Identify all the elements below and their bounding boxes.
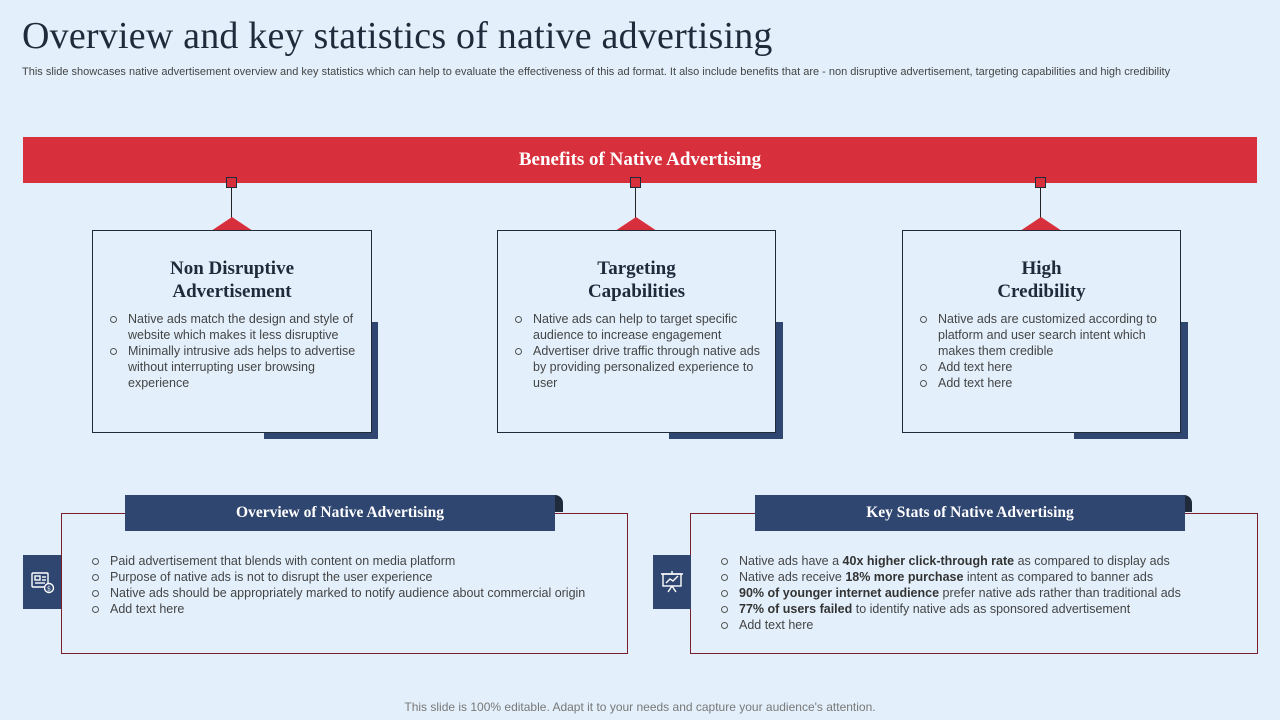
page-subtitle: This slide showcases native advertisement overview and key statistics which can help to evaluate the effectiveness of this ad format. It also include benefits that are - non disruptive advertisement, targeting capabilities and high credibility (22, 66, 1171, 78)
bullet-item: Purpose of native ads is not to disrupt the user experience (110, 569, 613, 585)
bullet-item: Minimally intrusive ads helps to advertise without interrupting user browsing experience (128, 344, 356, 390)
stat-item: Native ads receive 18% more purchase intent as compared to banner ads (739, 569, 1243, 585)
stats-heading: Key Stats of Native Advertising (755, 495, 1185, 531)
stats-bullets (691, 553, 1257, 633)
stat-item: 77% of users failed to identify native ads as sponsored advertisement (739, 601, 1243, 617)
card-bullets (498, 311, 775, 391)
bullet-item: Native ads match the design and style of website which makes it less disruptive (128, 311, 357, 343)
card-title-line: Capabilities (587, 281, 686, 302)
card-title (498, 257, 775, 303)
card-title-line: Advertisement (172, 281, 292, 302)
card-title-line: Credibility (997, 281, 1086, 302)
connector-1 (207, 183, 257, 231)
svg-text:$: $ (46, 584, 52, 593)
benefit-card-credibility (902, 230, 1181, 433)
bullet-item: Native ads should be appropriately marked to notify audience about commercial origin (110, 585, 613, 601)
card-title-line: Non Disruptive (169, 258, 295, 279)
card-title-line: High (1021, 258, 1062, 279)
billboard-dollar-icon (23, 555, 61, 609)
bullet-item: Native ads are customized according to platform and user search intent which makes them credible (938, 311, 1166, 359)
card-bullets (903, 311, 1180, 391)
bullet-item: Paid advertisement that blends with content on media platform (110, 553, 613, 569)
stat-item: 90% of younger internet audience prefer native ads rather than traditional ads (739, 585, 1243, 601)
stat-item: Add text here (739, 617, 1243, 633)
benefits-banner: Benefits of Native Advertising (23, 137, 1257, 183)
connector-3 (1016, 183, 1066, 231)
card-title (93, 257, 371, 303)
overview-heading: Overview of Native Advertising (125, 495, 555, 531)
bullet-item: Add text here (938, 375, 1166, 391)
stats-panel (690, 513, 1258, 654)
card-title-line: Targeting (597, 258, 676, 279)
connector-2 (611, 183, 661, 231)
presentation-chart-icon (653, 555, 691, 609)
page-title: Overview and key statistics of native advertising (22, 15, 773, 57)
bullet-item: Native ads can help to target specific audience to increase engagement (533, 311, 761, 343)
overview-panel (61, 513, 628, 654)
overview-bullets (62, 553, 627, 617)
bullet-item: Add text here (110, 601, 613, 617)
footer-note: This slide is 100% editable. Adapt it to your needs and capture your audience's attention. (404, 700, 876, 714)
benefit-card-non-disruptive (92, 230, 372, 433)
benefit-card-targeting (497, 230, 776, 433)
bullet-item: Add text here (938, 359, 1166, 375)
stat-item: Native ads have a 40x higher click-through rate as compared to display ads (739, 553, 1243, 569)
bullet-item: Advertiser drive traffic through native ads by providing personalized experience to user (533, 344, 760, 390)
card-bullets (93, 311, 371, 391)
card-title (903, 257, 1180, 303)
